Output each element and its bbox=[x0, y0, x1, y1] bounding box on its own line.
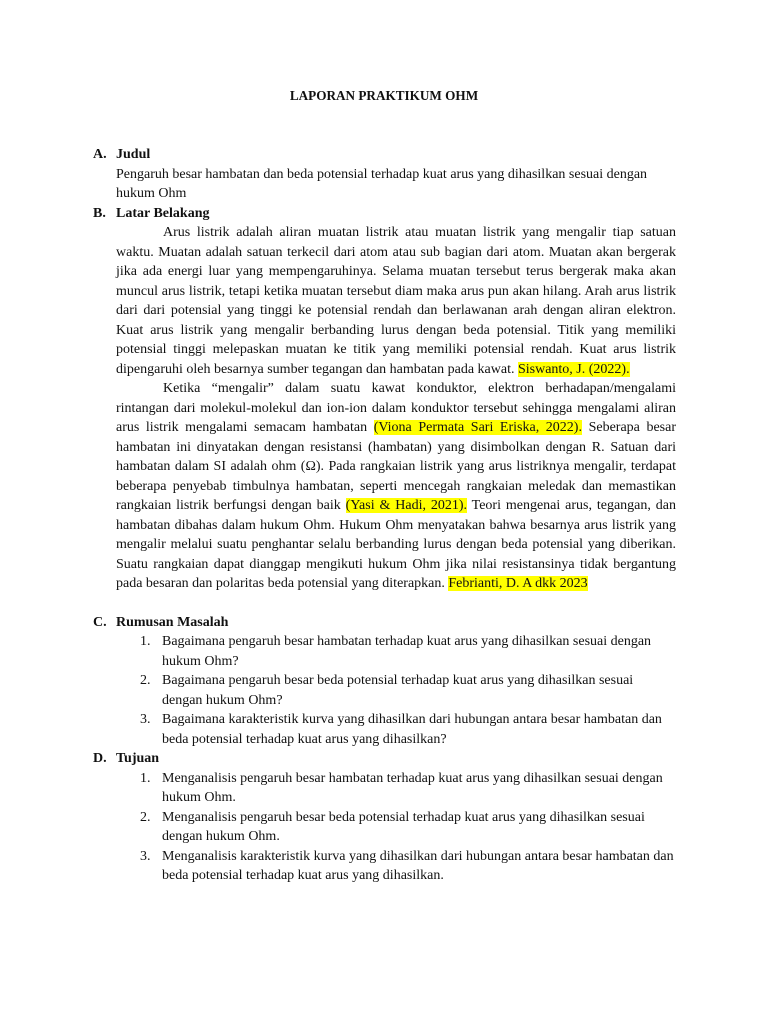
spacer bbox=[93, 594, 676, 613]
list-item-text: Menganalisis pengaruh besar beda potensial terhadap kuat arus yang dihasilkan sesuai dengan hukum Ohm. bbox=[162, 809, 645, 844]
list-item bbox=[140, 632, 676, 671]
paragraph-text: Arus listrik adalah aliran muatan listrik atau muatan listrik yang mengalir tiap satuan waktu. Muatan adalah satuan terkecil dari atom atau sub bagian dari atom. Muatan akan bergerak jika ada energi luar yang mempengaruhinya. Selama muatan tersebut terus bergerak maka akan muncul arus listrik, tetapi ketika muatan tersebut diam maka arus pun akan hilang. Arah arus listrik dari dari potensial yang tinggi ke potensial rendah dan berlawanan arah dengan aliran elektron. Kuat arus listrik yang mengalir berbanding lurus dengan beda potensial. Titik yang memiliki potensial tinggi melepaskan muatan ke titik yang memiliki potensial rendah. Kuat arus listrik dipengaruhi oleh besarnya sumber tegangan dan hambatan pada kawat. bbox=[116, 225, 676, 377]
section-d-title: Tujuan bbox=[116, 751, 160, 766]
citation-highlight: (Viona Permata Sari Eriska, 2022). bbox=[373, 420, 582, 435]
section-d-letter: D. bbox=[93, 751, 107, 766]
list-number: 1. bbox=[140, 634, 151, 649]
paragraph-text: Teori mengenai arus, tegangan, dan hambatan dibahas dalam hukum Ohm. Hukum Ohm menyatakan bahwa besarnya arus listrik yang mengalir melalui suatu penghantar selalu berbanding lurus dengan beda potensial yang diberikan. Suatu rangkaian dapat dianggap mengikuti hukum Ohm jika nilai resistansinya tidak bergantung pada besaran dan polaritas beda potensial yang diterapkan. bbox=[116, 498, 676, 591]
background-paragraph-1 bbox=[116, 223, 676, 379]
list-item bbox=[140, 710, 676, 749]
document-body bbox=[93, 145, 676, 886]
section-b-title: Latar Belakang bbox=[116, 205, 210, 221]
section-c-heading bbox=[93, 613, 676, 633]
paragraph-text: Ketika “mengalir” dalam suatu kawat konduktor, elektron berhadapan/mengalami rintangan dari molekul-molekul dan ion-ion dalam konduktor tersebut sehingga mengalami aliran arus listrik mengalami semacam hambatan bbox=[116, 381, 676, 435]
section-a-text: Pengaruh besar hambatan dan beda potensial terhadap kuat arus yang dihasilkan sesuai dengan hukum Ohm bbox=[116, 166, 648, 201]
page-title: LAPORAN PRAKTIKUM OHM bbox=[289, 88, 479, 103]
citation-highlight: Febrianti, D. A dkk 2023 bbox=[448, 576, 588, 591]
objective-list bbox=[93, 769, 676, 886]
list-item-text: Bagaimana pengaruh besar hambatan terhadap kuat arus yang dihasilkan sesuai dengan hukum Ohm? bbox=[162, 634, 652, 669]
list-number: 2. bbox=[140, 673, 151, 688]
paragraph-text: Seberapa besar hambatan ini dinyatakan dengan resistansi (hambatan) yang disimbolkan dengan R. Satuan dari hambatan dalam SI adalah ohm (Ω). Pada rangkaian listrik yang arus listriknya mengalir, terdapat beberapa penyebab timbulnya hambatan, seperti mencegah rangkaian meledak dan memastikan rangkaian listrik berfungsi dengan baik bbox=[116, 420, 677, 513]
list-number: 1. bbox=[140, 770, 151, 786]
list-item-text: Menganalisis pengaruh besar hambatan terhadap kuat arus yang dihasilkan sesuai dengan hukum Ohm. bbox=[162, 770, 663, 805]
list-number: 2. bbox=[140, 809, 151, 825]
list-number: 3. bbox=[140, 848, 151, 864]
section-a-title: Judul bbox=[116, 147, 151, 162]
citation-highlight: Siswanto, J. (2022). bbox=[517, 361, 630, 377]
list-item-text: Bagaimana pengaruh besar beda potensial terhadap kuat arus yang dihasilkan sesuai dengan hukum Ohm? bbox=[162, 673, 634, 708]
list-number: 3. bbox=[140, 712, 151, 727]
section-b-body bbox=[93, 223, 676, 594]
list-item bbox=[140, 769, 676, 808]
problem-list bbox=[93, 632, 676, 749]
list-item bbox=[140, 847, 676, 886]
list-item bbox=[140, 808, 676, 847]
citation-highlight: (Yasi & Hadi, 2021). bbox=[345, 498, 467, 513]
section-a-heading bbox=[93, 145, 676, 165]
list-item-text: Bagaimana karakteristik kurva yang dihasilkan dari hubungan antara besar hambatan dan beda potensial terhadap kuat arus yang dihasilkan? bbox=[162, 712, 662, 747]
section-b-letter: B. bbox=[93, 205, 106, 221]
list-item bbox=[140, 671, 676, 710]
section-d-heading bbox=[93, 749, 676, 769]
section-b-heading bbox=[93, 204, 676, 224]
background-paragraph-2 bbox=[116, 379, 676, 594]
section-a-letter: A. bbox=[93, 147, 107, 162]
list-item-text: Menganalisis karakteristik kurva yang dihasilkan dari hubungan antara besar hambatan dan beda potensial terhadap kuat arus yang dihasilkan. bbox=[162, 848, 674, 883]
section-c-title: Rumusan Masalah bbox=[116, 614, 229, 630]
section-c-letter: C. bbox=[93, 614, 107, 630]
